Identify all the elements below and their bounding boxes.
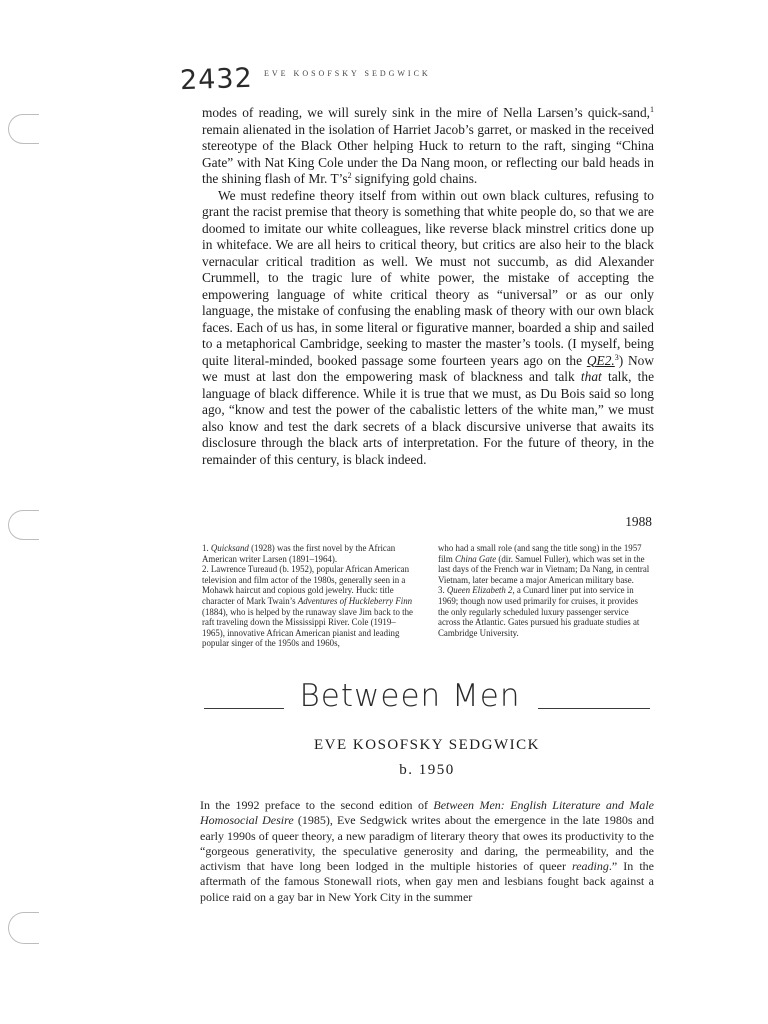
author-dates: b. 1950 [399, 762, 455, 778]
footnotes-left-column [202, 543, 414, 649]
text-run: (dir. Samuel Fuller), which was set in the last days of the French war in Vietnam; Da Nang, in central Vietnam, later became a major American military base. [438, 553, 650, 585]
text-run: Between Men: English Literature and Male Homosocial Desire [200, 798, 655, 828]
handwritten-section-title: Between Men [299, 678, 521, 714]
text-run: We must redefine theory itself from within out own black cultures, refusing to grant the racist premise that theory is something that white people do, so that we are doomed to imitate our white colleagues, like reverse black minstrel critics done up in whiteface. We are all heirs to critical theory, but critics are also heir to the black vernacular critical tradition as well. We must not succumb, as did Alexander Crummell, to the tragic lure of white power, the mistake of accepting the empowering language of white critical theory as “universal” or as our only language, the mistake of confusing the enabling mask of theory with our own black faces. Each of us has, in some literal or figurative manner, boarded a ship and sailed to a metaphorical Cambridge, seeking to master the master’s tools. (I myself, being quite literal-minded, booked passage some fourteen years ago on the [202, 187, 654, 368]
text-run: QE2. [586, 352, 615, 368]
footnote-text [438, 543, 650, 638]
running-head: EVE KOSOFSKY SEDGWICK [264, 69, 431, 78]
text-run: In the 1992 preface to the second edition of [200, 798, 434, 812]
text-run: (1884), who is helped by the runaway slave Jim back to the raft traveling down the Mississippi River. Cole (1919–1965), innovative African American pianist and leading popular singer of the 1950s and 1960s, [202, 606, 413, 649]
text-run: Adventures of Huckleberry Finn [297, 595, 413, 606]
author-name: EVE KOSOFSKY SEDGWICK [314, 737, 540, 753]
text-run: talk, the language of black difference. While it is true that we must, as Du Bois said so long ago, “know and test the power of the cabalistic letters of the white man,” we must also know and test the dark secrets of a black discursive universe that awaits its disclosure through the black arts of interpretation. For the future of theory, in the remainder of this century, is black indeed. [202, 369, 655, 467]
paragraph [202, 188, 654, 469]
handwritten-page-number: 2432 [179, 62, 254, 97]
title-rule-right [538, 708, 650, 709]
footnote-marker: 1 [650, 105, 654, 114]
paragraph [200, 798, 654, 905]
text-run: ) Now we must at last don the empowering mask of blackness and talk [202, 352, 655, 384]
intro-text [200, 798, 654, 905]
text-run: (1928) was the first novel by the African American writer Larsen (1891–1964). [202, 543, 396, 564]
text-run: (1985), Eve Sedgwick writes about the emergence in the late 1980s and early 1990s of queer theory, a new paradigm of literary theory that owes its productivity to the “gorgeous generativity, the speculative generosity and daring, the permeability, and the activism that have long been lodged in the multiple histories of queer [200, 813, 654, 874]
text-run: who had a small role (and sang the title song) in the 1957 film [438, 543, 642, 564]
footnote-marker: 3 [614, 352, 619, 362]
text-run: .” In the aftermath of the famous Stonewall riots, when gay men and lesbians fought back against a police raid on a gay bar in New York City in the summer [200, 859, 654, 904]
text-run: that [580, 369, 602, 384]
binder-hole [8, 912, 39, 944]
text-run: reading [572, 859, 609, 874]
text-run: 1. [202, 543, 211, 553]
text-run: China Gate [455, 553, 497, 564]
binder-hole [8, 114, 39, 144]
text-run: modes of reading, we will surely sink in the mire of Nella Larsen’s quick-sand, [202, 105, 650, 120]
text-run: remain alienated in the isolation of Harriet Jacob’s garret, or masked in the received stereotype of the Black Other helping Huck to return to the raft, singing “China Gate” with Nat King Cole under the Da Nang moon, or reflecting our bald heads in the shining flash of Mr. T’s [202, 121, 654, 186]
text-run: 2. Lawrence Tureaud (b. 1952), popular African American television and film actor of the 1980s, generally seen in a Mohawk haircut and copious gold jewelry. Huck: title character of Mark Twain’s [202, 564, 410, 606]
text-run: 3. [438, 585, 447, 596]
footnotes-right-column [438, 543, 650, 638]
text-run: , a Cunard liner put into service in 1969; though now used primarily for cruises, it provides the only regularly scheduled luxury passenger service across the Atlantic. Gates pursued his graduate studies at Cambridge University. [438, 585, 640, 638]
text-run: Queen Elizabeth 2 [446, 585, 513, 596]
main-text [202, 105, 654, 468]
text-run: Quicksand [210, 543, 249, 553]
footnote-marker: 2 [347, 171, 352, 180]
binder-hole [8, 510, 39, 540]
text-run: signifying gold chains. [351, 171, 478, 186]
title-rule-left [204, 708, 284, 709]
footnote-text [202, 543, 414, 649]
essay-date: 1988 [625, 514, 652, 529]
paragraph [202, 105, 654, 188]
